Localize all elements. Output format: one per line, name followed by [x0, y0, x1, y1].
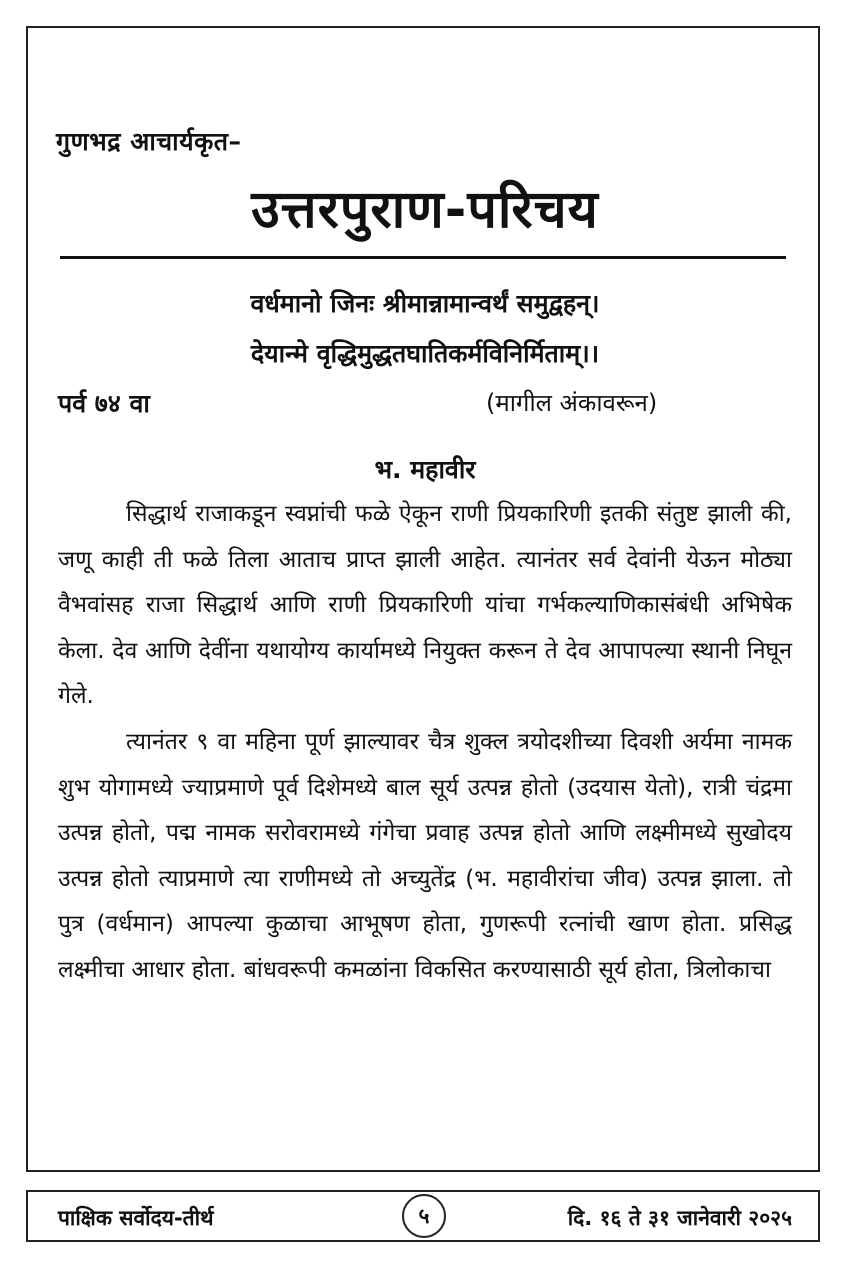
paragraph-1: सिद्धार्थ राजाकडून स्वप्नांची फळे ऐकून राणी प्रियकारिणी इतकी संतुष्ट झाली की, जणू काही ती फळे तिला आताच प्राप्त झाली आहेत. त्यानंतर सर्व देवांनी येऊन मोठ्या वैभवांसह राजा सिद्धार्थ आणि राणी प्रियकारिणी यांचा गर्भकल्याणिकासंबंधी अभिषेक केला. देव आणि देवींना यथायोग्य कार्यामध्ये नियुक्त करून ते देव आपापल्या स्थानी निघून गेले. — [58, 501, 792, 710]
publication-name: पाक्षिक सर्वोदय-तीर्थ — [58, 1206, 214, 1230]
section-heading: भ. महावीर — [374, 455, 476, 484]
paragraph-2: त्यानंतर ९ वा महिना पूर्ण झाल्यावर चैत्र शुक्ल त्रयोदशीच्या दिवशी अर्यमा नामक शुभ योगामध्ये ज्याप्रमाणे पूर्व दिशेमध्ये बाल सूर्य उत्पन्न होतो (उदयास येतो), रात्री चंद्रमा उत्पन्न होतो, पद्म नामक सरोवरामध्ये गंगेचा प्रवाह उत्पन्न होतो आणि लक्ष्मीमध्ये सुखोदय उत्पन्न होतो त्याप्रमाणे त्या राणीमध्ये तो अच्युतेंद्र (भ. महावीरांचा जीव) उत्पन्न झाला. तो पुत्र (वर्धमान) आपल्या कुळाचा आभूषण होता, गुणरूपी रत्नांची खाण होता. प्रसिद्ध लक्ष्मीचा आधार होता. बांधवरूपी कमळांना विकसित करण्यासाठी सूर्य होता, त्रिलोकाचा — [58, 728, 792, 983]
page-footer — [26, 1190, 820, 1242]
page-title: उत्तरपुराण-परिचय — [251, 180, 599, 240]
author-subtitle: गुणभद्र आचार्यकृत– — [56, 127, 242, 156]
issue-date: दि. १६ ते ३१ जानेवारी २०२५ — [567, 1206, 792, 1230]
title-divider — [60, 256, 786, 259]
verse-line-1: वर्धमानो जिनः श्रीमान्नामान्वर्थं समुद्वहन्। — [250, 289, 600, 318]
parva-label: पर्व ७४ वा — [58, 389, 150, 418]
article-body — [58, 492, 792, 994]
page-number: ५ — [402, 1194, 446, 1238]
continued-note: (मागील अंकावरून) — [486, 389, 658, 417]
verse-line-2: देयान्मे वृद्धिमुद्धतघातिकर्मविनिर्मिताम्।। — [250, 339, 600, 368]
